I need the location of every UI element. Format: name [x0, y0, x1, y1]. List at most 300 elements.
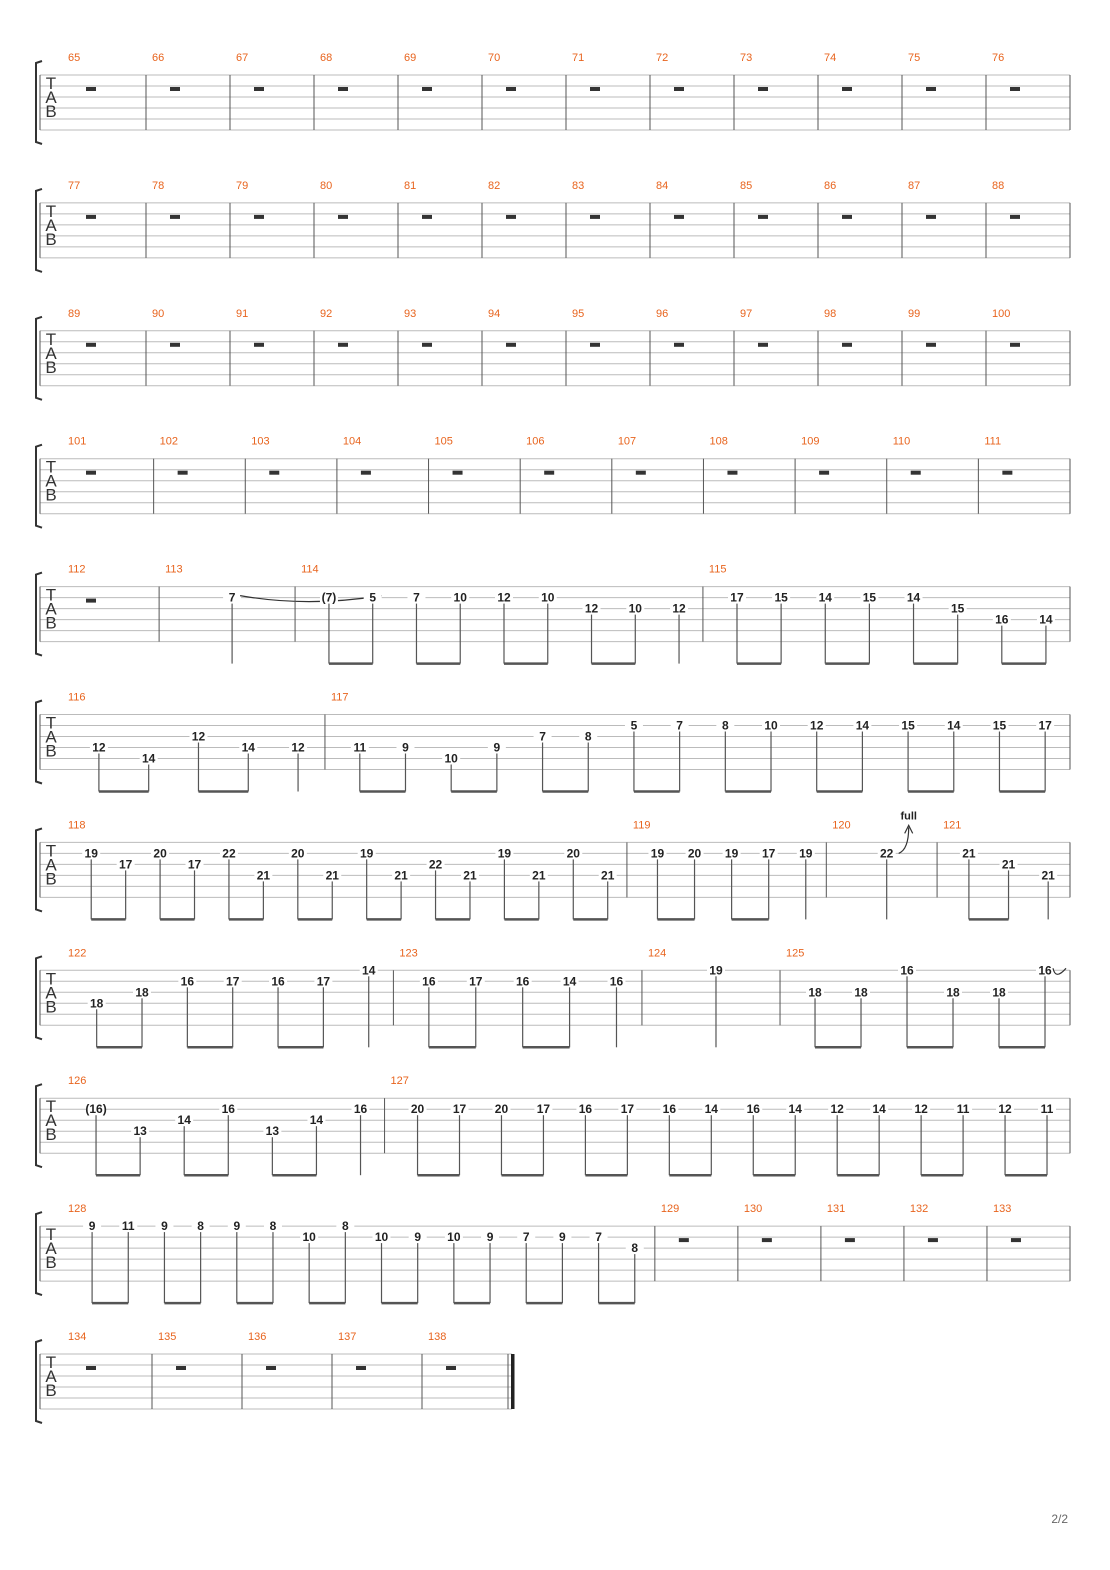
measure-number: 97	[740, 307, 753, 320]
measure	[656, 52, 734, 130]
measure	[740, 308, 818, 386]
fret-number: 17	[1038, 718, 1052, 733]
measure	[656, 308, 734, 386]
fret-number: 19	[650, 846, 665, 861]
measure-number: 115	[708, 563, 727, 576]
whole-rest	[926, 215, 936, 219]
measure-number: 74	[824, 52, 837, 64]
fret-number: 7	[676, 718, 683, 733]
fret-number: 15	[950, 601, 965, 616]
tab-system	[36, 1075, 1070, 1175]
measure-number: 136	[248, 1331, 267, 1343]
whole-rest	[842, 215, 852, 219]
measure-number: 105	[434, 435, 453, 448]
fret-number: 16	[609, 974, 624, 989]
whole-rest	[758, 343, 768, 347]
measure	[404, 52, 482, 130]
fret-number: 17	[730, 590, 744, 605]
fret-number: 10	[374, 1230, 389, 1245]
fret-number: 11	[956, 1102, 970, 1117]
fret-number: 8	[584, 729, 592, 744]
measure-number: 102	[159, 435, 178, 448]
tab-clef-letter: B	[45, 741, 57, 761]
measure-number: 99	[908, 307, 921, 320]
tab-clef-letter: B	[45, 1253, 57, 1273]
system-bracket	[36, 189, 42, 272]
measure	[488, 52, 566, 130]
measure	[824, 180, 902, 258]
fret-number: 10	[444, 751, 458, 766]
system-bracket	[36, 445, 42, 528]
fret-number: 16	[180, 974, 195, 989]
fret-number: 5	[369, 590, 377, 605]
system-bracket	[36, 317, 42, 400]
tab-clef-letter: T	[45, 329, 57, 349]
measure	[824, 52, 902, 130]
fret-number: (16)	[85, 1102, 107, 1117]
whole-rest	[727, 471, 737, 475]
fret-number: 16	[515, 974, 530, 989]
measure	[320, 52, 398, 130]
measure-number: 92	[320, 307, 333, 320]
measure	[343, 436, 429, 514]
measure-number: 66	[152, 52, 165, 64]
measure-number: 130	[743, 1203, 763, 1216]
fret-number: 12	[291, 740, 305, 755]
fret-number: 14	[818, 590, 832, 605]
measure	[404, 308, 482, 386]
fret-number: 18	[854, 985, 868, 1000]
measure	[744, 1203, 821, 1281]
measure-number: 113	[165, 563, 183, 576]
whole-rest	[758, 215, 768, 219]
measure-number: 114	[301, 563, 319, 576]
fret-number: 8	[197, 1219, 204, 1234]
measure-number: 80	[320, 179, 333, 192]
tab-system	[36, 947, 1070, 1047]
measure-number: 91	[236, 307, 249, 320]
measure	[801, 436, 887, 514]
tab-clef-letter: T	[45, 713, 57, 733]
measure	[709, 436, 795, 514]
tab-clef-letter: B	[45, 613, 57, 633]
measure-number: 68	[320, 52, 333, 64]
fret-number: (7)	[321, 590, 337, 605]
measure	[908, 180, 986, 258]
whole-rest	[674, 215, 684, 219]
system-bracket	[36, 1084, 42, 1167]
fret-number: 21	[1041, 868, 1055, 883]
whole-rest	[170, 87, 180, 91]
fret-number: 11	[353, 740, 367, 755]
measure	[152, 308, 230, 386]
whole-rest	[422, 87, 432, 91]
measure-number: 117	[330, 691, 349, 704]
measure-number: 121	[943, 819, 962, 832]
measure	[165, 564, 382, 664]
measure-number: 88	[992, 179, 1005, 192]
measure-number: 135	[158, 1331, 177, 1343]
whole-rest	[842, 343, 852, 347]
fret-number: 21	[463, 868, 477, 883]
system-bracket	[36, 956, 42, 1039]
whole-rest	[422, 215, 432, 219]
measure	[236, 52, 314, 130]
fret-number: 19	[359, 846, 374, 861]
whole-rest	[1010, 215, 1020, 219]
measure-number: 76	[992, 52, 1005, 64]
tab-system	[36, 692, 1070, 792]
fret-number: 14	[362, 963, 376, 978]
measure	[236, 308, 314, 386]
whole-rest	[170, 343, 180, 347]
measure-number: 98	[824, 307, 837, 320]
tab-clef-letter: T	[45, 841, 57, 861]
measure	[910, 1203, 987, 1281]
measure	[68, 436, 154, 514]
tab-clef-letter: A	[45, 727, 57, 747]
fret-number: 17	[316, 974, 331, 989]
measure-number: 93	[404, 307, 417, 320]
fret-number: 18	[808, 985, 822, 1000]
measure	[709, 564, 1070, 664]
tab-system	[36, 564, 1070, 664]
fret-number: 8	[269, 1219, 277, 1234]
fret-number: 16	[900, 963, 914, 978]
measure-number: 126	[68, 1075, 87, 1088]
system-bracket	[36, 701, 42, 784]
measure	[740, 52, 818, 130]
whole-rest	[1010, 343, 1020, 347]
tab-system	[36, 52, 1070, 144]
fret-number: 14	[704, 1102, 718, 1117]
measure	[984, 436, 1070, 514]
fret-number: 16	[422, 974, 436, 989]
tab-clef-letter: B	[45, 357, 57, 377]
whole-rest	[590, 87, 600, 91]
fret-number: 12	[191, 729, 206, 744]
whole-rest	[422, 343, 432, 347]
measure-number: 132	[909, 1203, 929, 1216]
fret-number: 12	[497, 590, 511, 605]
measure	[68, 308, 146, 386]
fret-number: 18	[135, 985, 149, 1000]
measure-number: 85	[740, 179, 753, 192]
system-bracket	[36, 1340, 42, 1423]
measure	[618, 436, 704, 514]
measure-number: 129	[660, 1203, 680, 1216]
whole-rest	[926, 87, 936, 91]
fret-number: 5	[630, 718, 638, 733]
tab-clef-letter: B	[45, 229, 57, 249]
page-number: 2/2	[1051, 1512, 1068, 1526]
whole-rest	[636, 471, 646, 475]
measure	[68, 1331, 152, 1409]
whole-rest	[842, 87, 852, 91]
tab-system	[36, 810, 1070, 919]
fret-number: 19	[799, 846, 813, 861]
fret-number: 10	[453, 590, 467, 605]
fret-number: 7	[228, 590, 236, 605]
measure-number: 100	[992, 307, 1011, 320]
measure	[320, 308, 398, 386]
fret-number: 9	[414, 1230, 422, 1245]
measure-number: 75	[908, 52, 921, 64]
fret-number: 11	[121, 1219, 135, 1234]
measure-number: 96	[656, 307, 669, 320]
whole-rest	[758, 87, 768, 91]
whole-rest	[674, 87, 684, 91]
fret-number: 8	[631, 1241, 639, 1256]
measure	[488, 180, 566, 258]
measure-number: 78	[152, 179, 165, 192]
fret-number: 20	[291, 846, 305, 861]
measure-number: 73	[740, 52, 753, 64]
whole-rest	[269, 471, 279, 475]
fret-number: 14	[562, 974, 577, 989]
tab-clef-letter: A	[45, 471, 57, 491]
fret-number: 16	[746, 1102, 760, 1117]
fret-number: 10	[541, 590, 555, 605]
measure-number: 71	[572, 52, 585, 64]
measure-number: 69	[404, 52, 417, 64]
measure	[251, 436, 337, 514]
fret-number: 21	[256, 868, 271, 883]
measure-number: 116	[68, 691, 86, 704]
fret-number: 7	[522, 1230, 530, 1245]
measure	[633, 819, 826, 919]
fret-number: 12	[672, 601, 686, 616]
measure	[399, 947, 642, 1047]
whole-rest	[590, 343, 600, 347]
whole-rest	[254, 215, 264, 219]
measure-number: 134	[68, 1331, 87, 1343]
tab-clef-letter: A	[45, 343, 57, 363]
tab-clef-letter: A	[45, 855, 57, 875]
measure-number: 124	[647, 947, 667, 960]
tab-clef-letter: T	[45, 969, 57, 989]
fret-number: 9	[559, 1230, 566, 1245]
measure-number: 72	[656, 52, 669, 64]
measure	[526, 436, 612, 514]
measure	[68, 1075, 385, 1175]
fret-number: 7	[539, 729, 546, 744]
whole-rest	[254, 343, 264, 347]
fret-number: 17	[536, 1102, 551, 1117]
tab-system	[36, 436, 1070, 528]
fret-number: 20	[566, 846, 580, 861]
fret-number: 14	[142, 751, 156, 766]
measure-number: 67	[236, 52, 249, 64]
measure	[68, 180, 146, 258]
measure	[301, 564, 703, 664]
fret-number: 22	[222, 846, 236, 861]
measure	[68, 52, 146, 130]
measure	[893, 436, 979, 514]
fret-number: 20	[410, 1102, 425, 1117]
measure	[992, 180, 1070, 258]
measure	[992, 52, 1070, 130]
measure	[661, 1203, 738, 1281]
tab-system	[36, 1203, 1070, 1303]
fret-number: 16	[1038, 963, 1052, 978]
measure-number: 125	[786, 947, 805, 960]
measure	[338, 1331, 422, 1409]
whole-rest	[674, 343, 684, 347]
measure	[152, 180, 230, 258]
whole-rest	[506, 343, 516, 347]
system-bracket	[36, 61, 42, 144]
tab-clef-letter: T	[45, 1353, 57, 1372]
measure-number: 119	[632, 819, 651, 832]
measure-number: 90	[152, 307, 165, 320]
fret-number: 14	[177, 1113, 191, 1128]
measure-number: 111	[984, 435, 1002, 448]
bend-label: full	[900, 810, 917, 823]
tie-arc	[1053, 968, 1066, 974]
measure-number: 103	[251, 435, 270, 448]
measure	[435, 436, 521, 514]
measure	[236, 180, 314, 258]
measure-number: 65	[68, 52, 81, 64]
whole-rest	[86, 599, 96, 603]
fret-number: 7	[595, 1230, 602, 1245]
fret-number: 17	[762, 846, 776, 861]
whole-rest	[819, 471, 829, 475]
measure	[993, 1203, 1070, 1281]
fret-number: 13	[133, 1124, 147, 1139]
measure-number: 137	[338, 1331, 357, 1343]
fret-number: 21	[962, 846, 976, 861]
fret-number: 19	[724, 846, 739, 861]
measure-number: 87	[908, 179, 921, 192]
tab-clef-letter: T	[45, 1097, 57, 1117]
measure-number: 94	[488, 307, 501, 320]
tab-system	[36, 308, 1070, 400]
fret-number: 14	[1039, 612, 1053, 627]
tie-arc	[240, 596, 382, 602]
measure	[320, 180, 398, 258]
fret-number: 22	[880, 846, 894, 861]
fret-number: 21	[1001, 857, 1016, 872]
measure	[908, 52, 986, 130]
fret-number: 18	[946, 985, 960, 1000]
measure	[160, 436, 246, 514]
measure-number: 77	[68, 179, 81, 192]
whole-rest	[762, 1238, 772, 1242]
measure	[404, 180, 482, 258]
fret-number: 17	[187, 857, 202, 872]
measure-number: 107	[617, 435, 637, 448]
fret-number: 21	[325, 868, 339, 883]
measure-number: 70	[488, 52, 501, 64]
fret-number: 14	[241, 740, 255, 755]
measure-number: 128	[68, 1203, 87, 1216]
measure	[572, 52, 650, 130]
tab-clef-letter: T	[45, 74, 57, 93]
fret-number: 12	[92, 740, 106, 755]
fret-number: 20	[687, 846, 702, 861]
fret-number: 13	[265, 1124, 280, 1139]
whole-rest	[453, 471, 463, 475]
fret-number: 14	[309, 1113, 324, 1128]
measure	[740, 180, 818, 258]
measure-number: 122	[68, 947, 87, 960]
measure-number: 109	[801, 435, 820, 448]
measure	[68, 947, 393, 1047]
fret-number: 14	[855, 718, 870, 733]
fret-number: 12	[584, 601, 599, 616]
system-bracket	[36, 828, 42, 911]
measure	[572, 308, 650, 386]
measure	[68, 819, 627, 919]
measure-number: 83	[572, 179, 585, 192]
measure-number: 133	[992, 1203, 1012, 1216]
tab-clef-letter: A	[45, 1367, 57, 1386]
fret-number: 16	[221, 1102, 235, 1117]
fret-number: 12	[914, 1102, 928, 1117]
measure-number: 101	[68, 435, 87, 448]
measure	[992, 308, 1070, 386]
measure-number: 86	[824, 179, 837, 192]
measure	[572, 180, 650, 258]
measure	[68, 1203, 655, 1303]
fret-number: 20	[153, 846, 167, 861]
whole-rest	[911, 471, 921, 475]
tab-clef-letter: T	[45, 457, 57, 477]
fret-number: 12	[810, 718, 824, 733]
fret-number: 9	[402, 740, 409, 755]
measure-number: 131	[826, 1203, 846, 1216]
measure-number: 106	[526, 435, 545, 448]
fret-number: 9	[233, 1219, 241, 1234]
measure-number: 118	[68, 819, 86, 832]
fret-number: 19	[709, 963, 723, 978]
tab-clef-letter: A	[45, 88, 57, 107]
fret-number: 10	[447, 1230, 461, 1245]
fret-number: 16	[353, 1102, 368, 1117]
measure	[488, 308, 566, 386]
measure-number: 81	[404, 179, 417, 192]
measure	[824, 308, 902, 386]
measure-number: 84	[656, 179, 669, 192]
measure-number: 112	[68, 563, 86, 576]
measure	[158, 1331, 242, 1409]
tab-clef-letter: B	[45, 102, 57, 121]
measure-number: 110	[892, 435, 911, 448]
measure-number: 82	[488, 179, 501, 192]
whole-rest	[170, 215, 180, 219]
fret-number: 17	[452, 1102, 467, 1117]
bend-arrow	[899, 827, 909, 853]
measure	[391, 1075, 1070, 1175]
fret-number: 21	[532, 868, 546, 883]
fret-number: 15	[862, 590, 877, 605]
fret-number: 17	[620, 1102, 635, 1117]
fret-number: 12	[830, 1102, 844, 1117]
tab-clef-letter: A	[45, 599, 57, 619]
whole-rest	[86, 1366, 96, 1370]
tab-system	[36, 180, 1070, 272]
fret-number: 22	[428, 857, 443, 872]
whole-rest	[446, 1366, 456, 1370]
whole-rest	[506, 215, 516, 219]
tab-clef-letter: B	[45, 485, 57, 505]
whole-rest	[86, 215, 96, 219]
measure-number: 95	[572, 307, 585, 320]
measure-number: 104	[342, 435, 362, 448]
tab-clef-letter: A	[45, 1239, 57, 1259]
